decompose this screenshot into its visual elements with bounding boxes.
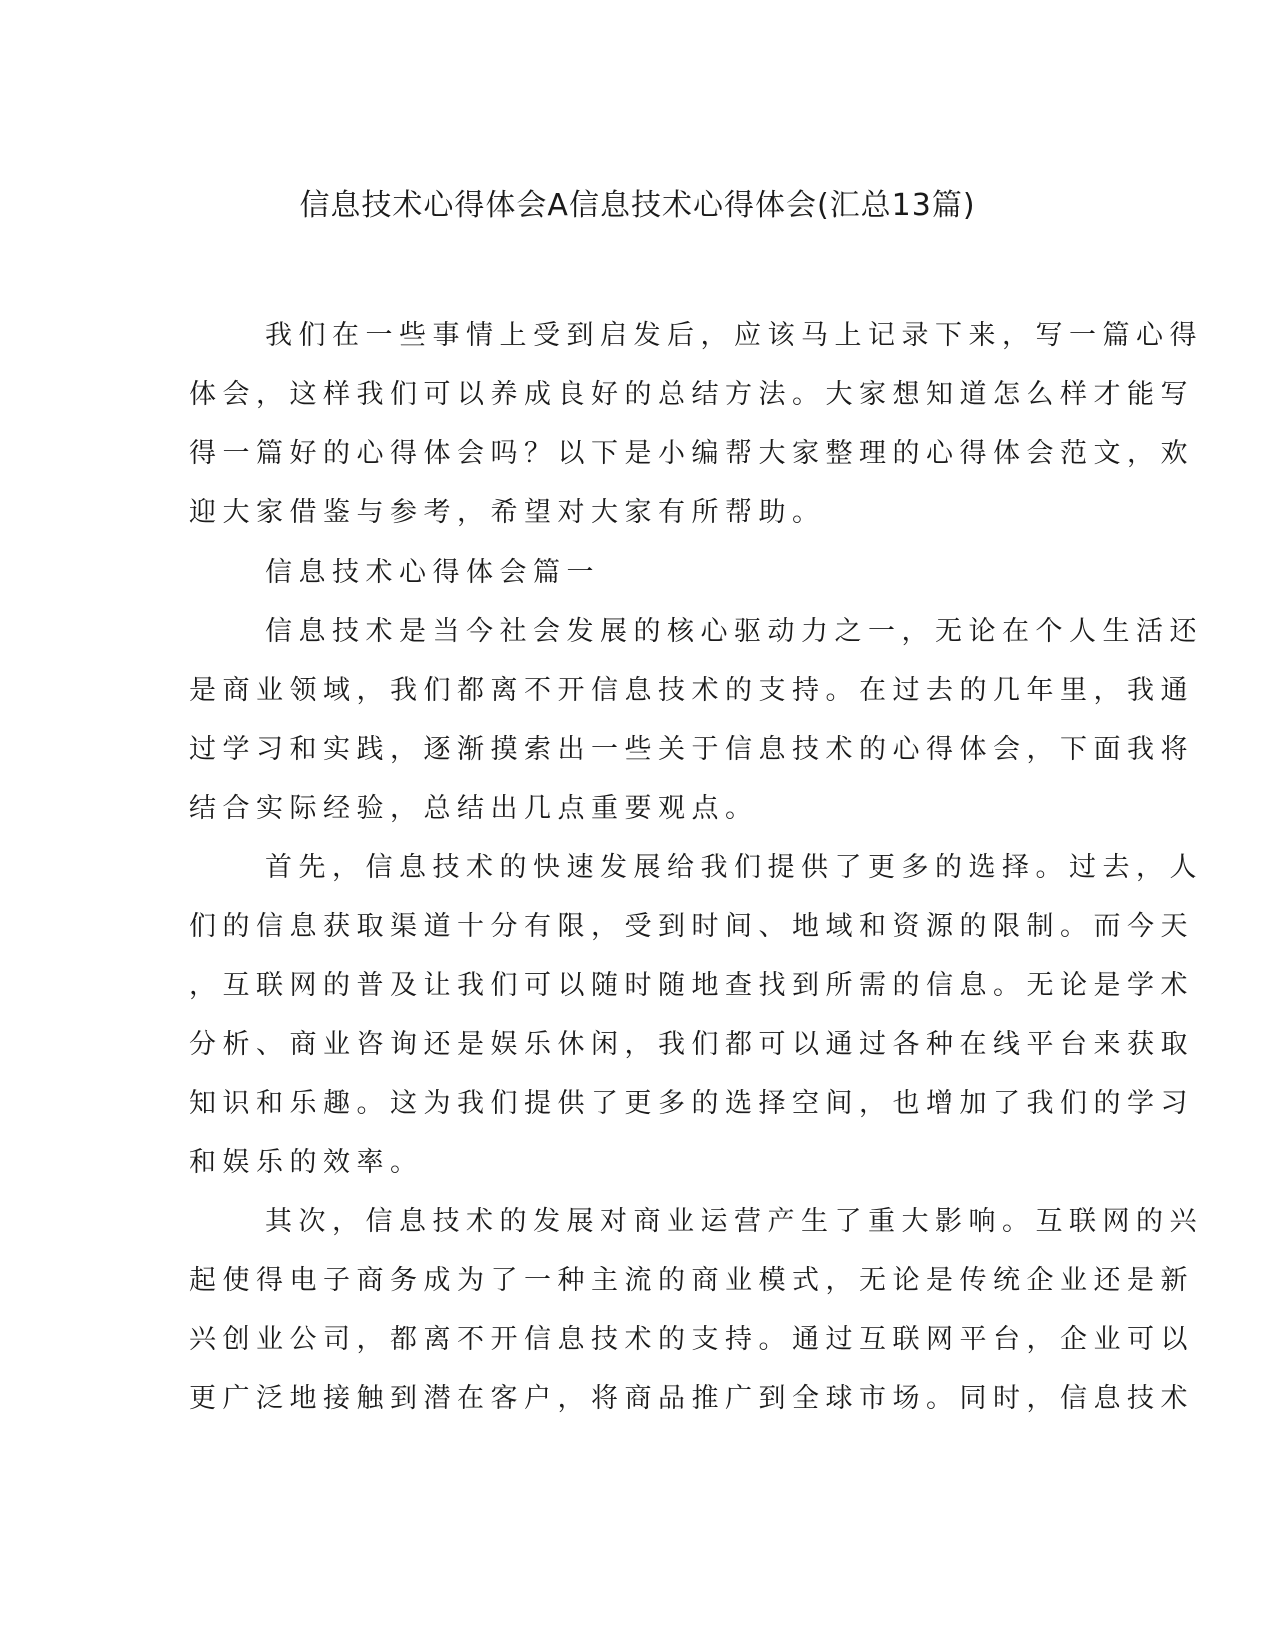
paragraph-2-line-4: 分析、商业咨询还是娱乐休闲，我们都可以通过各种在线平台来获取 [189, 1029, 1194, 1060]
paragraph-2-line-1: 首先，信息技术的快速发展给我们提供了更多的选择。过去，人 [265, 852, 1203, 883]
intro-line-3: 得一篇好的心得体会吗？以下是小编帮大家整理的心得体会范文，欢 [189, 438, 1194, 469]
paragraph-3-line-1: 其次，信息技术的发展对商业运营产生了重大影响。互联网的兴 [265, 1206, 1203, 1237]
paragraph-2-line-6: 和娱乐的效率。 [189, 1147, 424, 1178]
intro-line-1: 我们在一些事情上受到启发后，应该马上记录下来，写一篇心得 [265, 320, 1203, 351]
intro-line-4: 迎大家借鉴与参考，希望对大家有所帮助。 [189, 497, 826, 528]
paragraph-1-line-3: 过学习和实践，逐渐摸索出一些关于信息技术的心得体会，下面我将 [189, 734, 1194, 765]
intro-line-2: 体会，这样我们可以养成良好的总结方法。大家想知道怎么样才能写 [189, 379, 1194, 410]
paragraph-2-line-5: 知识和乐趣。这为我们提供了更多的选择空间，也增加了我们的学习 [189, 1088, 1194, 1119]
section-heading: 信息技术心得体会篇一 [265, 557, 600, 588]
paragraph-1-line-1: 信息技术是当今社会发展的核心驱动力之一，无论在个人生活还 [265, 616, 1203, 647]
paragraph-2-line-2: 们的信息获取渠道十分有限，受到时间、地域和资源的限制。而今天 [189, 911, 1194, 942]
document-title: 信息技术心得体会A信息技术心得体会(汇总13篇) [299, 188, 976, 223]
paragraph-1-line-4: 结合实际经验，总结出几点重要观点。 [189, 793, 759, 824]
paragraph-1-line-2: 是商业领域，我们都离不开信息技术的支持。在过去的几年里，我通 [189, 675, 1194, 706]
paragraph-3-line-3: 兴创业公司，都离不开信息技术的支持。通过互联网平台，企业可以 [189, 1324, 1194, 1355]
paragraph-3-line-2: 起使得电子商务成为了一种主流的商业模式，无论是传统企业还是新 [189, 1265, 1194, 1296]
paragraph-2-line-3: ，互联网的普及让我们可以随时随地查找到所需的信息。无论是学术 [189, 970, 1194, 1001]
paragraph-3-line-4: 更广泛地接触到潜在客户，将商品推广到全球市场。同时，信息技术 [189, 1383, 1194, 1414]
